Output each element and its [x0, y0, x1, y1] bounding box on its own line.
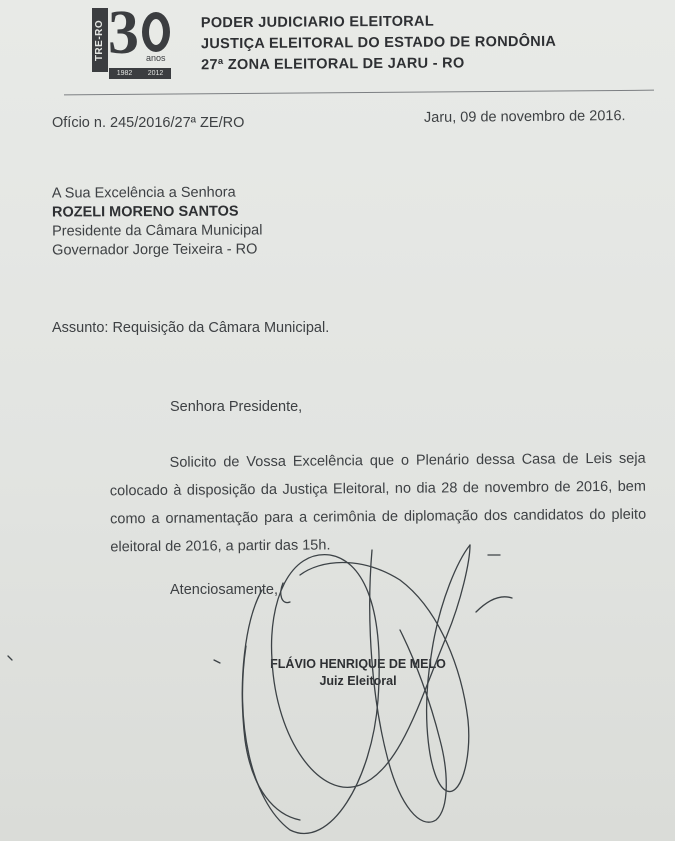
- place-date: Jaru, 09 de novembro de 2016.: [423, 108, 626, 126]
- signature-stroke-9: [8, 656, 12, 660]
- signature-stroke-4: [242, 590, 300, 820]
- logo-year-end: 2012: [147, 70, 164, 77]
- signature-stroke-6: [476, 597, 512, 612]
- signature-stroke-1: [243, 545, 470, 833]
- letterhead-line-1: PODER JUDICIARIO ELEITORAL: [200, 13, 435, 32]
- recipient-location: Governador Jorge Teixeira - RO: [52, 241, 258, 259]
- signature-stroke-5: [281, 583, 290, 603]
- signature-stroke-8: [214, 660, 220, 663]
- logo-year-start: 1982: [116, 70, 133, 77]
- document-reference: Ofício n. 245/2016/27ª ZE/RO: [52, 115, 245, 131]
- logo-side-text: TRE-RO: [94, 19, 106, 61]
- signer-name: FLÁVIO HENRIQUE DE MELO: [270, 657, 446, 671]
- logo-numeral: 3: [108, 0, 139, 67]
- greeting: Senhora Presidente,: [170, 399, 303, 415]
- subject-line: Assunto: Requisição da Câmara Municipal.: [52, 320, 330, 336]
- recipient-title: Presidente da Câmara Municipal: [52, 222, 263, 240]
- body-paragraph: Solicito de Vossa Excelência que o Plenário dessa Casa de Leis seja colocado à disposição da Justiça Eleitoral, no dia 28 de novembro de 2016, bem como a ornamentação para a cerimônia de diplomação dos candidatos do pleito eleitoral de 2016, a partir das 15h.: [109, 450, 647, 556]
- signature-stroke-3: [370, 550, 447, 822]
- closing: Atenciosamente,: [170, 582, 279, 598]
- recipient-name: ROZELI MORENO SANTOS: [51, 203, 239, 221]
- letterhead-line-3: 27ª ZONA ELEITORAL DE JARU - RO: [201, 55, 465, 74]
- letterhead-line-2: JUSTIÇA ELEITORAL DO ESTADO DE RONDÔNIA: [200, 33, 557, 53]
- signer-role: Juiz Eleitoral: [319, 674, 397, 688]
- signature-stroke-2: [300, 545, 470, 792]
- logo-anos-label: anos: [146, 53, 166, 63]
- recipient-salutation: A Sua Excelência a Senhora: [51, 184, 236, 202]
